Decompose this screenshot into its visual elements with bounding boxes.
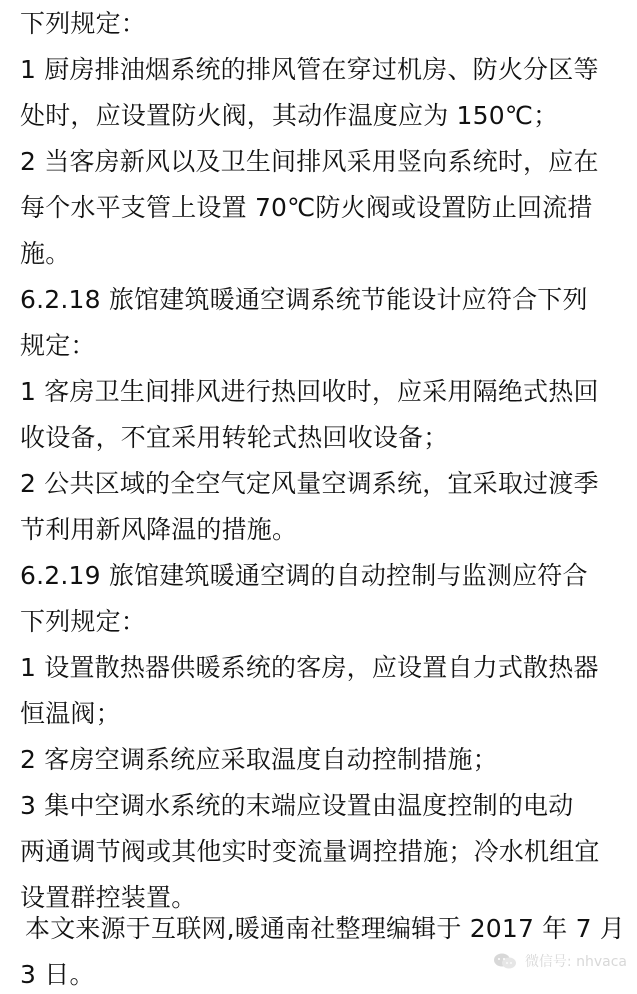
text-line: 下列规定：	[20, 9, 147, 38]
text-line: 收设备，不宜采用转轮式热回收设备；	[20, 423, 449, 452]
text-line: 1 客房卫生间排风进行热回收时，应采用隔绝式热回	[20, 377, 599, 406]
source-note-line: 3 日。	[20, 960, 95, 989]
wechat-icon	[491, 951, 519, 971]
source-note-line: 本文来源于互联网,暖通南社整理编辑于 2017 年 7 月	[25, 914, 626, 943]
text-line: 1 设置散热器供暖系统的客房，应设置自力式散热器	[20, 653, 599, 682]
watermark-text: 微信号: nhvaca	[524, 954, 627, 970]
text-line: 2 客房空调系统应采取温度自动控制措施；	[20, 745, 498, 774]
text-line: 两通调节阀或其他实时变流量调控措施；冷水机组宜	[20, 837, 600, 866]
text-line: 施。	[20, 239, 71, 268]
text-line: 3 集中空调水系统的末端应设置由温度控制的电动	[20, 791, 574, 820]
text-line: 恒温阀；	[20, 699, 121, 728]
text-line: 1 厨房排油烟系统的排风管在穿过机房、防火分区等	[20, 55, 599, 84]
text-line: 2 当客房新风以及卫生间排风采用竖向系统时，应在	[20, 147, 599, 176]
text-line: 每个水平支管上设置 70℃防火阀或设置防止回流措	[20, 193, 593, 222]
wechat-watermark	[491, 949, 627, 973]
text-line: 下列规定：	[20, 607, 147, 636]
text-line: 2 公共区域的全空气定风量空调系统，宜采取过渡季	[20, 469, 599, 498]
text-line: 6.2.18 旅馆建筑暖通空调系统节能设计应符合下列	[20, 285, 588, 314]
text-line: 设置群控装置。	[20, 883, 197, 912]
text-line: 节利用新风降温的措施。	[20, 515, 298, 544]
text-line: 规定：	[20, 331, 96, 360]
text-line: 6.2.19 旅馆建筑暖通空调的自动控制与监测应符合	[20, 561, 588, 590]
text-line: 处时，应设置防火阀，其动作温度应为 150℃；	[20, 101, 559, 130]
